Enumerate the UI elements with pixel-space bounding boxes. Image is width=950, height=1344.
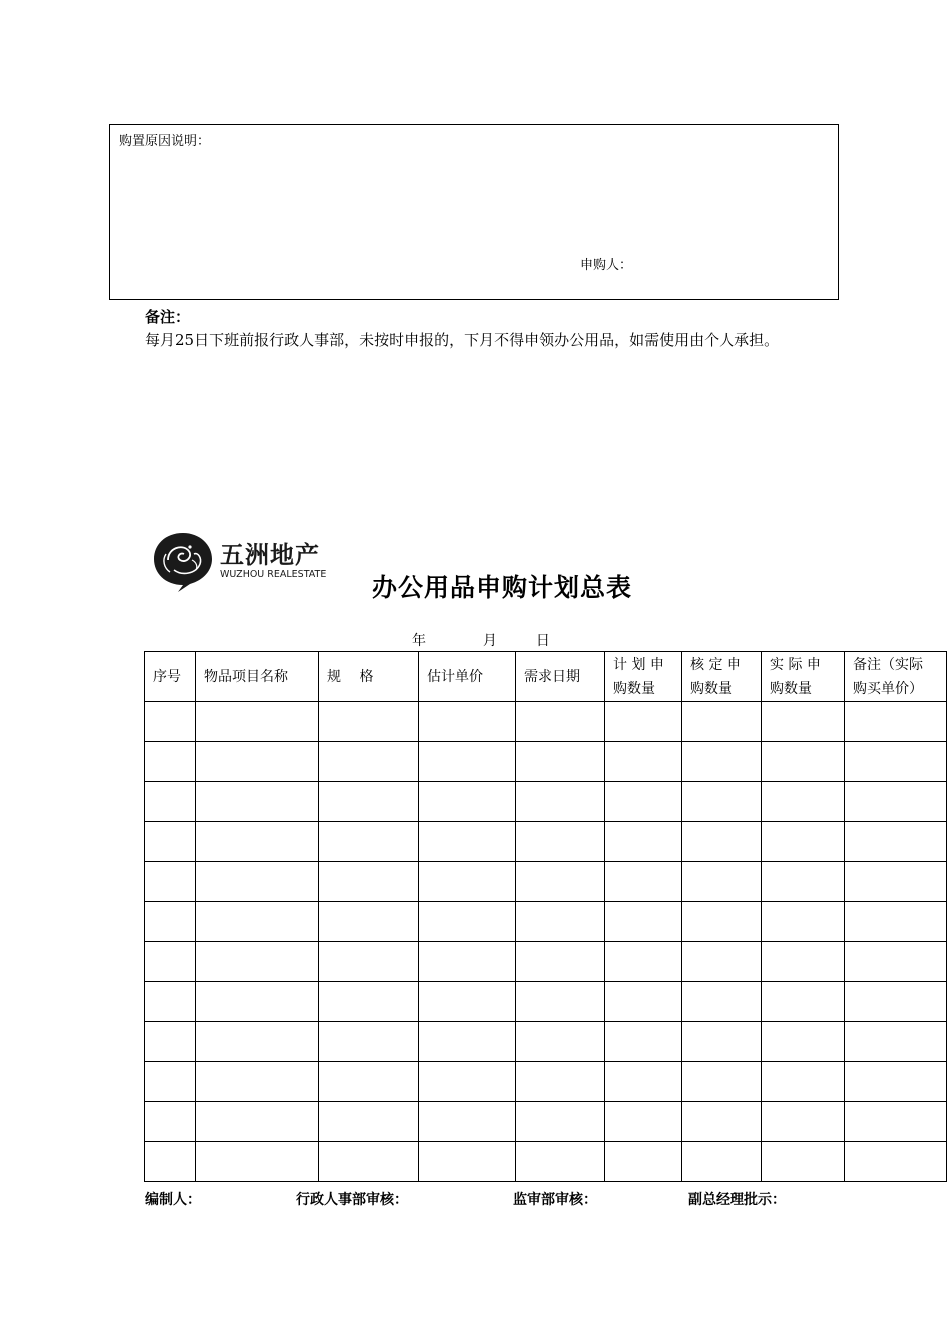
table-cell[interactable]	[516, 1062, 605, 1102]
note-text: 每月25日下班前报行政人事部，未按时申报的，下月不得申领办公用品，如需使用由个人承担。	[145, 331, 780, 349]
col-header-index: 序号	[145, 652, 196, 702]
table-cell[interactable]	[682, 782, 762, 822]
table-cell[interactable]	[682, 942, 762, 982]
table-cell[interactable]	[419, 902, 516, 942]
table-row	[145, 1062, 947, 1102]
table-cell[interactable]	[845, 942, 947, 982]
table-cell[interactable]	[145, 702, 196, 742]
table-cell[interactable]	[419, 822, 516, 862]
table-cell[interactable]	[516, 782, 605, 822]
table-cell[interactable]	[845, 1102, 947, 1142]
table-cell[interactable]	[319, 822, 419, 862]
purchase-plan-table	[144, 651, 947, 1182]
table-row	[145, 1102, 947, 1142]
table-cell[interactable]	[605, 702, 682, 742]
table-cell[interactable]	[419, 862, 516, 902]
table-cell[interactable]	[516, 942, 605, 982]
col-header-approved-qty: 核 定 申 购数量	[682, 652, 762, 702]
table-cell[interactable]	[605, 942, 682, 982]
table-cell[interactable]	[419, 1102, 516, 1142]
table-cell[interactable]	[845, 1062, 947, 1102]
table-row	[145, 1022, 947, 1062]
table-cell[interactable]	[516, 902, 605, 942]
table-cell[interactable]	[196, 702, 319, 742]
table-cell[interactable]	[762, 742, 845, 782]
logo-cn-text: 五洲地产	[220, 541, 320, 569]
table-cell[interactable]	[682, 822, 762, 862]
table-cell[interactable]	[319, 782, 419, 822]
audit-review-label: 监审部审核：	[513, 1192, 597, 1208]
table-row	[145, 822, 947, 862]
table-cell[interactable]	[605, 1142, 682, 1182]
table-cell[interactable]	[196, 1022, 319, 1062]
applicant-label: 申购人：	[580, 258, 633, 273]
table-cell[interactable]	[605, 822, 682, 862]
table-cell[interactable]	[196, 1102, 319, 1142]
table-cell[interactable]	[605, 862, 682, 902]
date-line	[412, 630, 550, 650]
table-cell[interactable]	[845, 782, 947, 822]
table-cell[interactable]	[682, 702, 762, 742]
logo-en-text: WUZHOU REALESTATE	[220, 569, 327, 580]
purchase-reason-box	[109, 124, 839, 300]
table-cell[interactable]	[196, 902, 319, 942]
table-cell[interactable]	[145, 1022, 196, 1062]
col-header-planned-qty: 计 划 申 购数量	[605, 652, 682, 702]
table-cell[interactable]	[196, 742, 319, 782]
table-cell[interactable]	[605, 742, 682, 782]
col-header-need-date: 需求日期	[516, 652, 605, 702]
table-cell[interactable]	[516, 1142, 605, 1182]
table-cell[interactable]	[516, 822, 605, 862]
table-cell[interactable]	[605, 782, 682, 822]
table-cell[interactable]	[319, 942, 419, 982]
table-cell[interactable]	[762, 702, 845, 742]
table-cell[interactable]	[516, 702, 605, 742]
col-header-remarks: 备注（实际 购买单价）	[845, 652, 947, 702]
table-cell[interactable]	[419, 942, 516, 982]
dragon-emblem-icon	[154, 533, 212, 592]
note-title: 备注：	[145, 308, 191, 326]
table-cell[interactable]	[682, 1142, 762, 1182]
col-header-item-name: 物品项目名称	[196, 652, 319, 702]
table-row	[145, 702, 947, 742]
col-header-spec: 规 格	[319, 652, 419, 702]
table-cell[interactable]	[682, 982, 762, 1022]
col-header-actual-qty: 实 际 申 购数量	[762, 652, 845, 702]
table-cell[interactable]	[845, 742, 947, 782]
table-cell[interactable]	[762, 822, 845, 862]
table-cell[interactable]	[516, 862, 605, 902]
date-month-label: 月	[482, 633, 497, 649]
date-year-label: 年	[412, 633, 426, 649]
table-cell[interactable]	[319, 1022, 419, 1062]
table-cell[interactable]	[845, 862, 947, 902]
table-cell[interactable]	[682, 1102, 762, 1142]
table-cell[interactable]	[605, 1022, 682, 1062]
table-cell[interactable]	[196, 782, 319, 822]
document-title: 办公用品申购计划总表	[372, 573, 633, 602]
table-cell[interactable]	[145, 782, 196, 822]
table-row	[145, 862, 947, 902]
table-cell[interactable]	[419, 702, 516, 742]
table-cell[interactable]	[762, 982, 845, 1022]
table-cell[interactable]	[682, 1062, 762, 1102]
table-cell[interactable]	[145, 942, 196, 982]
table-cell[interactable]	[516, 742, 605, 782]
table-cell[interactable]	[845, 1142, 947, 1182]
table-cell[interactable]	[145, 822, 196, 862]
table-cell[interactable]	[845, 902, 947, 942]
vp-approval-label: 副总经理批示：	[688, 1192, 786, 1208]
table-cell[interactable]	[605, 1062, 682, 1102]
table-cell[interactable]	[419, 1022, 516, 1062]
table-cell[interactable]	[845, 822, 947, 862]
table-cell[interactable]	[145, 1142, 196, 1182]
table-cell[interactable]	[682, 862, 762, 902]
table-cell[interactable]	[196, 1062, 319, 1102]
table-cell[interactable]	[319, 1142, 419, 1182]
table-cell[interactable]	[196, 822, 319, 862]
table-cell[interactable]	[762, 942, 845, 982]
table-cell[interactable]	[762, 862, 845, 902]
table-row	[145, 742, 947, 782]
table-cell[interactable]	[145, 862, 196, 902]
table-cell[interactable]	[319, 902, 419, 942]
table-cell[interactable]	[845, 982, 947, 1022]
table-cell[interactable]	[319, 702, 419, 742]
table-row	[145, 782, 947, 822]
table-cell[interactable]	[145, 742, 196, 782]
table-cell[interactable]	[762, 1022, 845, 1062]
table-cell[interactable]	[419, 982, 516, 1022]
table-row	[145, 902, 947, 942]
table-cell[interactable]	[845, 702, 947, 742]
table-cell[interactable]	[605, 1102, 682, 1142]
col-header-est-price: 估计单价	[419, 652, 516, 702]
table-cell[interactable]	[516, 1022, 605, 1062]
table-cell[interactable]	[196, 1142, 319, 1182]
table-cell[interactable]	[762, 1062, 845, 1102]
table-cell[interactable]	[319, 1062, 419, 1102]
table-row	[145, 1142, 947, 1182]
hr-review-label: 行政人事部审核：	[296, 1192, 408, 1208]
table-cell[interactable]	[762, 782, 845, 822]
wuzhou-logo	[152, 530, 352, 592]
table-row	[145, 982, 947, 1022]
table-row	[145, 942, 947, 982]
table-cell[interactable]	[605, 902, 682, 942]
prepared-by-label: 编制人：	[145, 1192, 201, 1208]
table-cell[interactable]	[605, 982, 682, 1022]
table-cell[interactable]	[196, 942, 319, 982]
table-cell[interactable]	[516, 1102, 605, 1142]
table-cell[interactable]	[319, 862, 419, 902]
table-cell[interactable]	[762, 902, 845, 942]
table-cell[interactable]	[319, 1102, 419, 1142]
table-cell[interactable]	[682, 902, 762, 942]
table-cell[interactable]	[419, 1142, 516, 1182]
table-cell[interactable]	[196, 862, 319, 902]
table-cell[interactable]	[419, 782, 516, 822]
table-cell[interactable]	[682, 742, 762, 782]
table-cell[interactable]	[682, 1022, 762, 1062]
table-cell[interactable]	[319, 982, 419, 1022]
date-day-label: 日	[535, 633, 550, 649]
table-cell[interactable]	[845, 1022, 947, 1062]
purchase-reason-label: 购置原因说明：	[119, 134, 211, 149]
table-cell[interactable]	[145, 902, 196, 942]
table-cell[interactable]	[196, 982, 319, 1022]
table-cell[interactable]	[516, 982, 605, 1022]
table-cell[interactable]	[319, 742, 419, 782]
table-cell[interactable]	[145, 1102, 196, 1142]
table-header-row	[145, 652, 947, 702]
table-cell[interactable]	[419, 742, 516, 782]
table-cell[interactable]	[419, 1062, 516, 1102]
table-cell[interactable]	[762, 1142, 845, 1182]
table-cell[interactable]	[145, 982, 196, 1022]
table-cell[interactable]	[145, 1062, 196, 1102]
table-cell[interactable]	[762, 1102, 845, 1142]
